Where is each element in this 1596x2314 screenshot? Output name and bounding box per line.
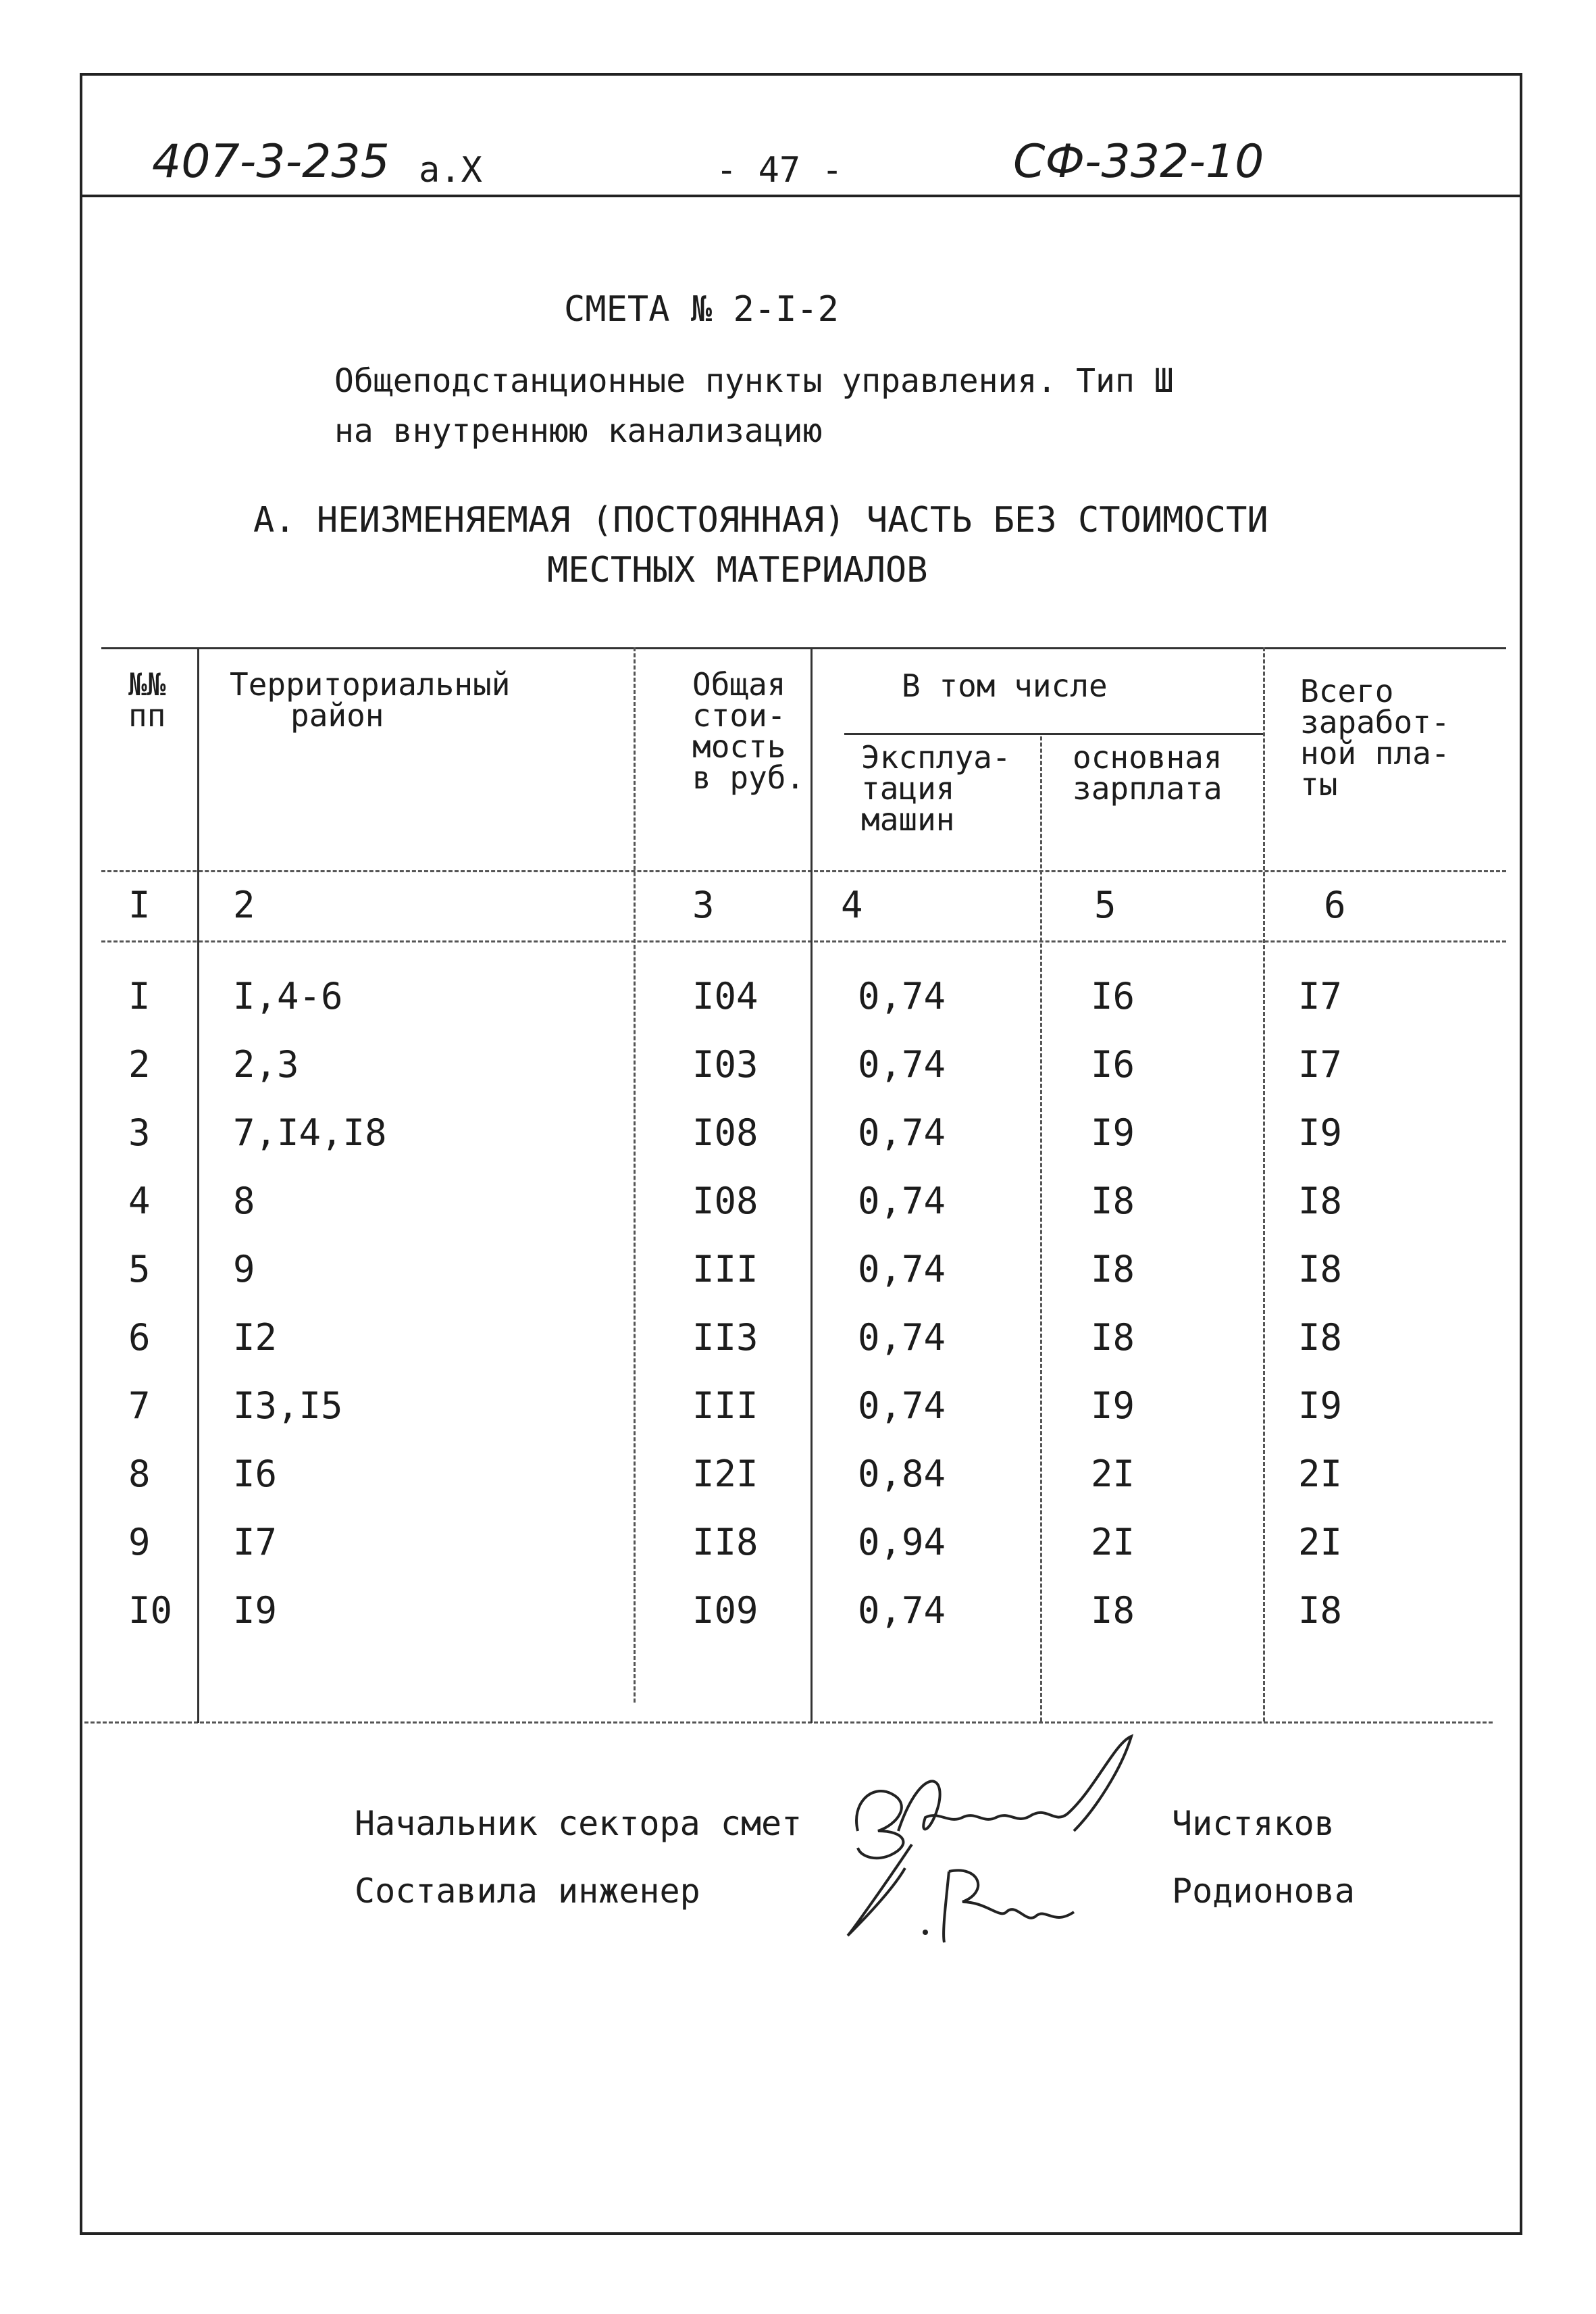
colnum-5: 5 <box>1094 884 1116 926</box>
table-cell: 5 <box>128 1248 151 1290</box>
colnum-1: I <box>128 884 151 926</box>
including-rule <box>844 733 1263 735</box>
estimate-title: СМЕТА № 2-I-2 <box>564 289 839 330</box>
table-cell: I8 <box>1298 1589 1343 1632</box>
table-cell: 0,74 <box>858 1043 946 1086</box>
table-cell: 2I <box>1091 1521 1135 1563</box>
table-cell: 0,84 <box>858 1453 946 1495</box>
header-including: В том числе <box>902 668 1108 704</box>
header-bottom-rule <box>101 870 1506 872</box>
section-title-line2: МЕСТНЫХ МАТЕРИАЛОВ <box>547 550 928 590</box>
table-cell: III <box>692 1384 758 1427</box>
colnum-2: 2 <box>233 884 255 926</box>
header-num: №№ пп <box>128 666 166 734</box>
colnum-bottom-rule <box>101 940 1506 942</box>
table-cell: I08 <box>692 1111 758 1154</box>
table-cell: I7 <box>1298 975 1343 1017</box>
col-divider-5 <box>1263 647 1265 1721</box>
signer2-role: Составила инженер <box>355 1871 700 1911</box>
colnum-6: 6 <box>1324 884 1346 926</box>
table-cell: II8 <box>692 1521 758 1563</box>
table-cell: I8 <box>1298 1248 1343 1290</box>
table-cell: I8 <box>1298 1180 1343 1222</box>
table-cell: I9 <box>233 1589 278 1632</box>
table-cell: 3 <box>128 1111 151 1154</box>
table-cell: 0,94 <box>858 1521 946 1563</box>
signer2-name: Родионова <box>1172 1871 1355 1911</box>
table-cell: I8 <box>1091 1589 1135 1632</box>
handwritten-signatures <box>831 1730 1168 1953</box>
table-top-rule <box>101 647 1506 649</box>
table-cell: I9 <box>1091 1384 1135 1427</box>
table-cell: 7,I4,I8 <box>233 1111 387 1154</box>
table-cell: II3 <box>692 1316 758 1359</box>
table-cell: I,4-6 <box>233 975 343 1017</box>
col-divider-4 <box>1040 736 1042 1721</box>
subtitle-line1: Общеподстанционные пункты управления. Тип Ш <box>334 362 1174 400</box>
col-divider-1 <box>197 647 199 1723</box>
table-cell: 8 <box>233 1180 255 1222</box>
table-cell: I04 <box>692 975 758 1017</box>
doc-code: 407-3-235 <box>152 135 390 188</box>
table-cell: 4 <box>128 1180 151 1222</box>
table-cell: I8 <box>1298 1316 1343 1359</box>
page-number: - 47 - <box>716 150 843 191</box>
table-cell: I8 <box>1091 1316 1135 1359</box>
col-divider-3 <box>810 647 813 1723</box>
subtitle-line2: на внутреннюю канализацию <box>334 412 823 450</box>
table-cell: I03 <box>692 1043 758 1086</box>
table-cell: I08 <box>692 1180 758 1222</box>
table-cell: 6 <box>128 1316 151 1359</box>
table-cell: 0,74 <box>858 1316 946 1359</box>
header-all-salary: Всего заработ- ной пла- ты <box>1300 673 1450 803</box>
signer1-role: Начальник сектора смет <box>355 1804 802 1843</box>
table-cell: I <box>128 975 151 1017</box>
table-cell: 9 <box>233 1248 255 1290</box>
table-cell: I9 <box>1298 1384 1343 1427</box>
table-cell: 0,74 <box>858 1589 946 1632</box>
table-cell: 0,74 <box>858 975 946 1017</box>
table-cell: 9 <box>128 1521 151 1563</box>
table-cell: I0 <box>128 1589 173 1632</box>
table-cell: 2I <box>1298 1521 1343 1563</box>
col-divider-2 <box>634 647 636 1703</box>
table-cell: I8 <box>1091 1180 1135 1222</box>
table-bottom-rule <box>84 1721 1493 1724</box>
table-cell: I2I <box>692 1453 758 1495</box>
table-cell: 8 <box>128 1453 151 1495</box>
table-cell: 2I <box>1091 1453 1135 1495</box>
table-cell: 2 <box>128 1043 151 1086</box>
table-cell: I09 <box>692 1589 758 1632</box>
section-title-line1: А. НЕИЗМЕНЯЕМАЯ (ПОСТОЯННАЯ) ЧАСТЬ БЕЗ СТОИМОСТИ <box>253 500 1268 540</box>
table-cell: I6 <box>233 1453 278 1495</box>
table-cell: 0,74 <box>858 1384 946 1427</box>
table-cell: 0,74 <box>858 1248 946 1290</box>
table-cell: 0,74 <box>858 1111 946 1154</box>
table-cell: I9 <box>1091 1111 1135 1154</box>
table-cell: I7 <box>233 1521 278 1563</box>
header-machines: Эксплуа- тация машин <box>861 739 1011 838</box>
album-label: а.Х <box>419 150 482 191</box>
header-total: Общая стои- мость в руб. <box>692 666 805 796</box>
table-cell: I6 <box>1091 1043 1135 1086</box>
header-region: Территориальный район <box>230 666 511 734</box>
table-cell: III <box>692 1248 758 1290</box>
table-cell: I2 <box>233 1316 278 1359</box>
colnum-4: 4 <box>841 884 863 926</box>
table-cell: I7 <box>1298 1043 1343 1086</box>
header-salary: основная зарплата <box>1073 739 1222 807</box>
table-cell: 2I <box>1298 1453 1343 1495</box>
table-cell: I8 <box>1091 1248 1135 1290</box>
table-cell: 7 <box>128 1384 151 1427</box>
table-cell: I9 <box>1298 1111 1343 1154</box>
table-cell: 2,3 <box>233 1043 299 1086</box>
table-cell: I3,I5 <box>233 1384 343 1427</box>
table-cell: 0,74 <box>858 1180 946 1222</box>
sheet-code: СФ-332-10 <box>1013 135 1264 188</box>
colnum-3: 3 <box>692 884 715 926</box>
header-divider <box>80 195 1522 197</box>
table-cell: I6 <box>1091 975 1135 1017</box>
signer1-name: Чистяков <box>1172 1804 1335 1843</box>
